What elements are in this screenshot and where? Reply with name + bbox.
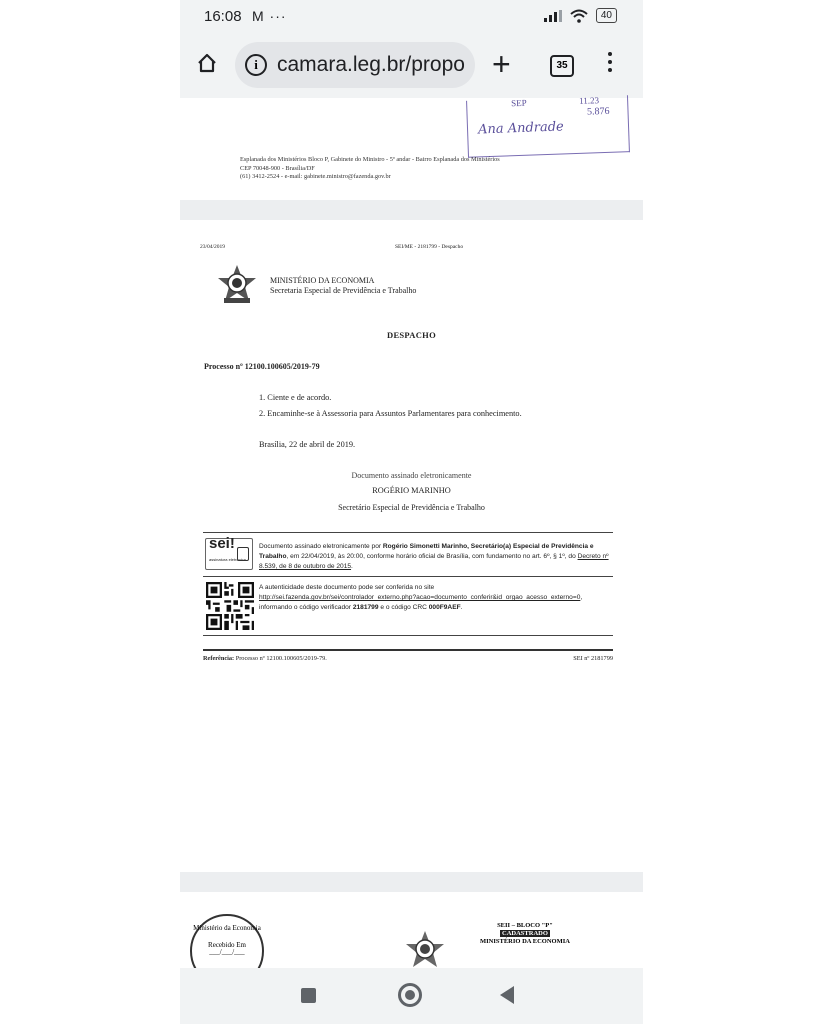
address-bar[interactable] <box>235 42 475 88</box>
home-button[interactable] <box>398 983 422 1007</box>
tab-switcher-button[interactable]: 35 <box>550 55 574 77</box>
authenticity-text: A autenticidade deste documento pode ser conferida no site http://sei.fazenda.gov.br/sei/controlador_externo.php?acao=documento_conferir&id_orgao_acesso_externo=0, informando o código verificador 2181799 e o código CRC 000F9AEF. <box>259 584 583 611</box>
signature-box <box>203 532 613 577</box>
place-date: Brasília, 22 de abril de 2019. <box>259 440 356 449</box>
verification-link[interactable]: http://sei.fazenda.gov.br/sei/controlador_externo.php?acao=documento_conferir&id_orgao_acesso_externo=0 <box>259 594 581 601</box>
system-nav-bar <box>180 968 643 1024</box>
page-separator <box>180 200 643 220</box>
sei-number: SEI nº 2181799 <box>573 655 613 662</box>
list-item: 2. Encaminhe-se à Assessoria para Assuntos Parlamentares para conhecimento. <box>259 409 522 418</box>
list-item: 1. Ciente e de acordo. <box>259 393 332 402</box>
url-text[interactable]: camara.leg.br/propo <box>277 53 465 76</box>
site-info-icon[interactable]: i <box>245 54 267 76</box>
menu-icon[interactable] <box>608 52 614 76</box>
stamp-number: 5.876 <box>586 105 610 118</box>
document-heading: DESPACHO <box>387 330 436 340</box>
clock: 16:08 <box>204 8 242 25</box>
signer-name: ROGÉRIO MARINHO <box>372 486 451 495</box>
ministry-address: Esplanada dos Ministérios Bloco P, Gabinete do Ministro - 5º andar - Bairro Esplanada dos Ministérios CEP 70048-900 - Brasília/DF (61) 3412-2524 - e-mail: gabinete.ministro@fazenda.gov.br <box>240 156 500 180</box>
document-page-2 <box>180 220 643 872</box>
recents-button[interactable] <box>301 988 316 1003</box>
battery-icon: 40 <box>596 8 617 23</box>
document-page-3 <box>180 892 643 968</box>
process-number: Processo nº 12100.100605/2019-79 <box>204 362 320 371</box>
coat-of-arms-icon <box>216 264 258 306</box>
browser-toolbar <box>180 34 643 98</box>
stamp-signature: Ana Andrade <box>477 119 565 138</box>
signer-role: Secretário Especial de Previdência e Trabalho <box>338 503 485 512</box>
lock-icon <box>237 547 249 561</box>
authenticity-box <box>203 576 613 636</box>
wifi-icon <box>570 9 588 23</box>
print-date: 23/04/2019 <box>200 244 226 250</box>
reference-footer: Referência: Processo nº 12100.100605/2019-79. SEI nº 2181799 <box>203 649 613 662</box>
signature-text: Documento assinado eletronicamente por Rogério Simonetti Marinho, Secretário(a) Especial de Previdência e Trabalho, em 22/04/2019, às 20:00, conforme horário oficial de Brasília, com fundamento no art. 6º, § 1º, do Decreto nº 8.539, de 8 de outubro de 2015. <box>259 543 609 570</box>
new-tab-icon[interactable]: + <box>492 46 511 82</box>
sei-logo: sei! assinatura eletrônica <box>205 538 253 570</box>
page-separator <box>180 872 643 892</box>
signed-note: Documento assinado eletronicamente <box>351 471 472 480</box>
home-icon[interactable] <box>196 52 218 74</box>
notification-icons: M ··· <box>252 8 287 24</box>
signal-icon <box>544 10 562 22</box>
qr-code-icon <box>206 582 254 630</box>
coat-of-arms-icon <box>404 930 446 968</box>
protocol-stamp: SEP 11.23 5.876 Ana Andrade <box>466 95 630 158</box>
back-button[interactable] <box>500 986 514 1004</box>
phone-screen <box>180 0 643 1024</box>
ministry-header: MINISTÉRIO DA ECONOMIA Secretaria Especial de Previdência e Trabalho <box>270 276 417 295</box>
status-bar <box>180 0 643 34</box>
print-title: SEI/ME - 2181799 - Despacho <box>395 244 464 250</box>
decree-link[interactable]: Decreto nº 8.539, de 8 de outubro de 2015 <box>259 553 609 570</box>
received-stamp: Ministério da Economia Recebido Em ___/___/___ <box>190 914 264 968</box>
document-page-1 <box>180 95 643 200</box>
registration-stamp: SEII – BLOCO "P" CADASTRADO MINISTÉRIO DA ECONOMIA <box>480 922 570 945</box>
